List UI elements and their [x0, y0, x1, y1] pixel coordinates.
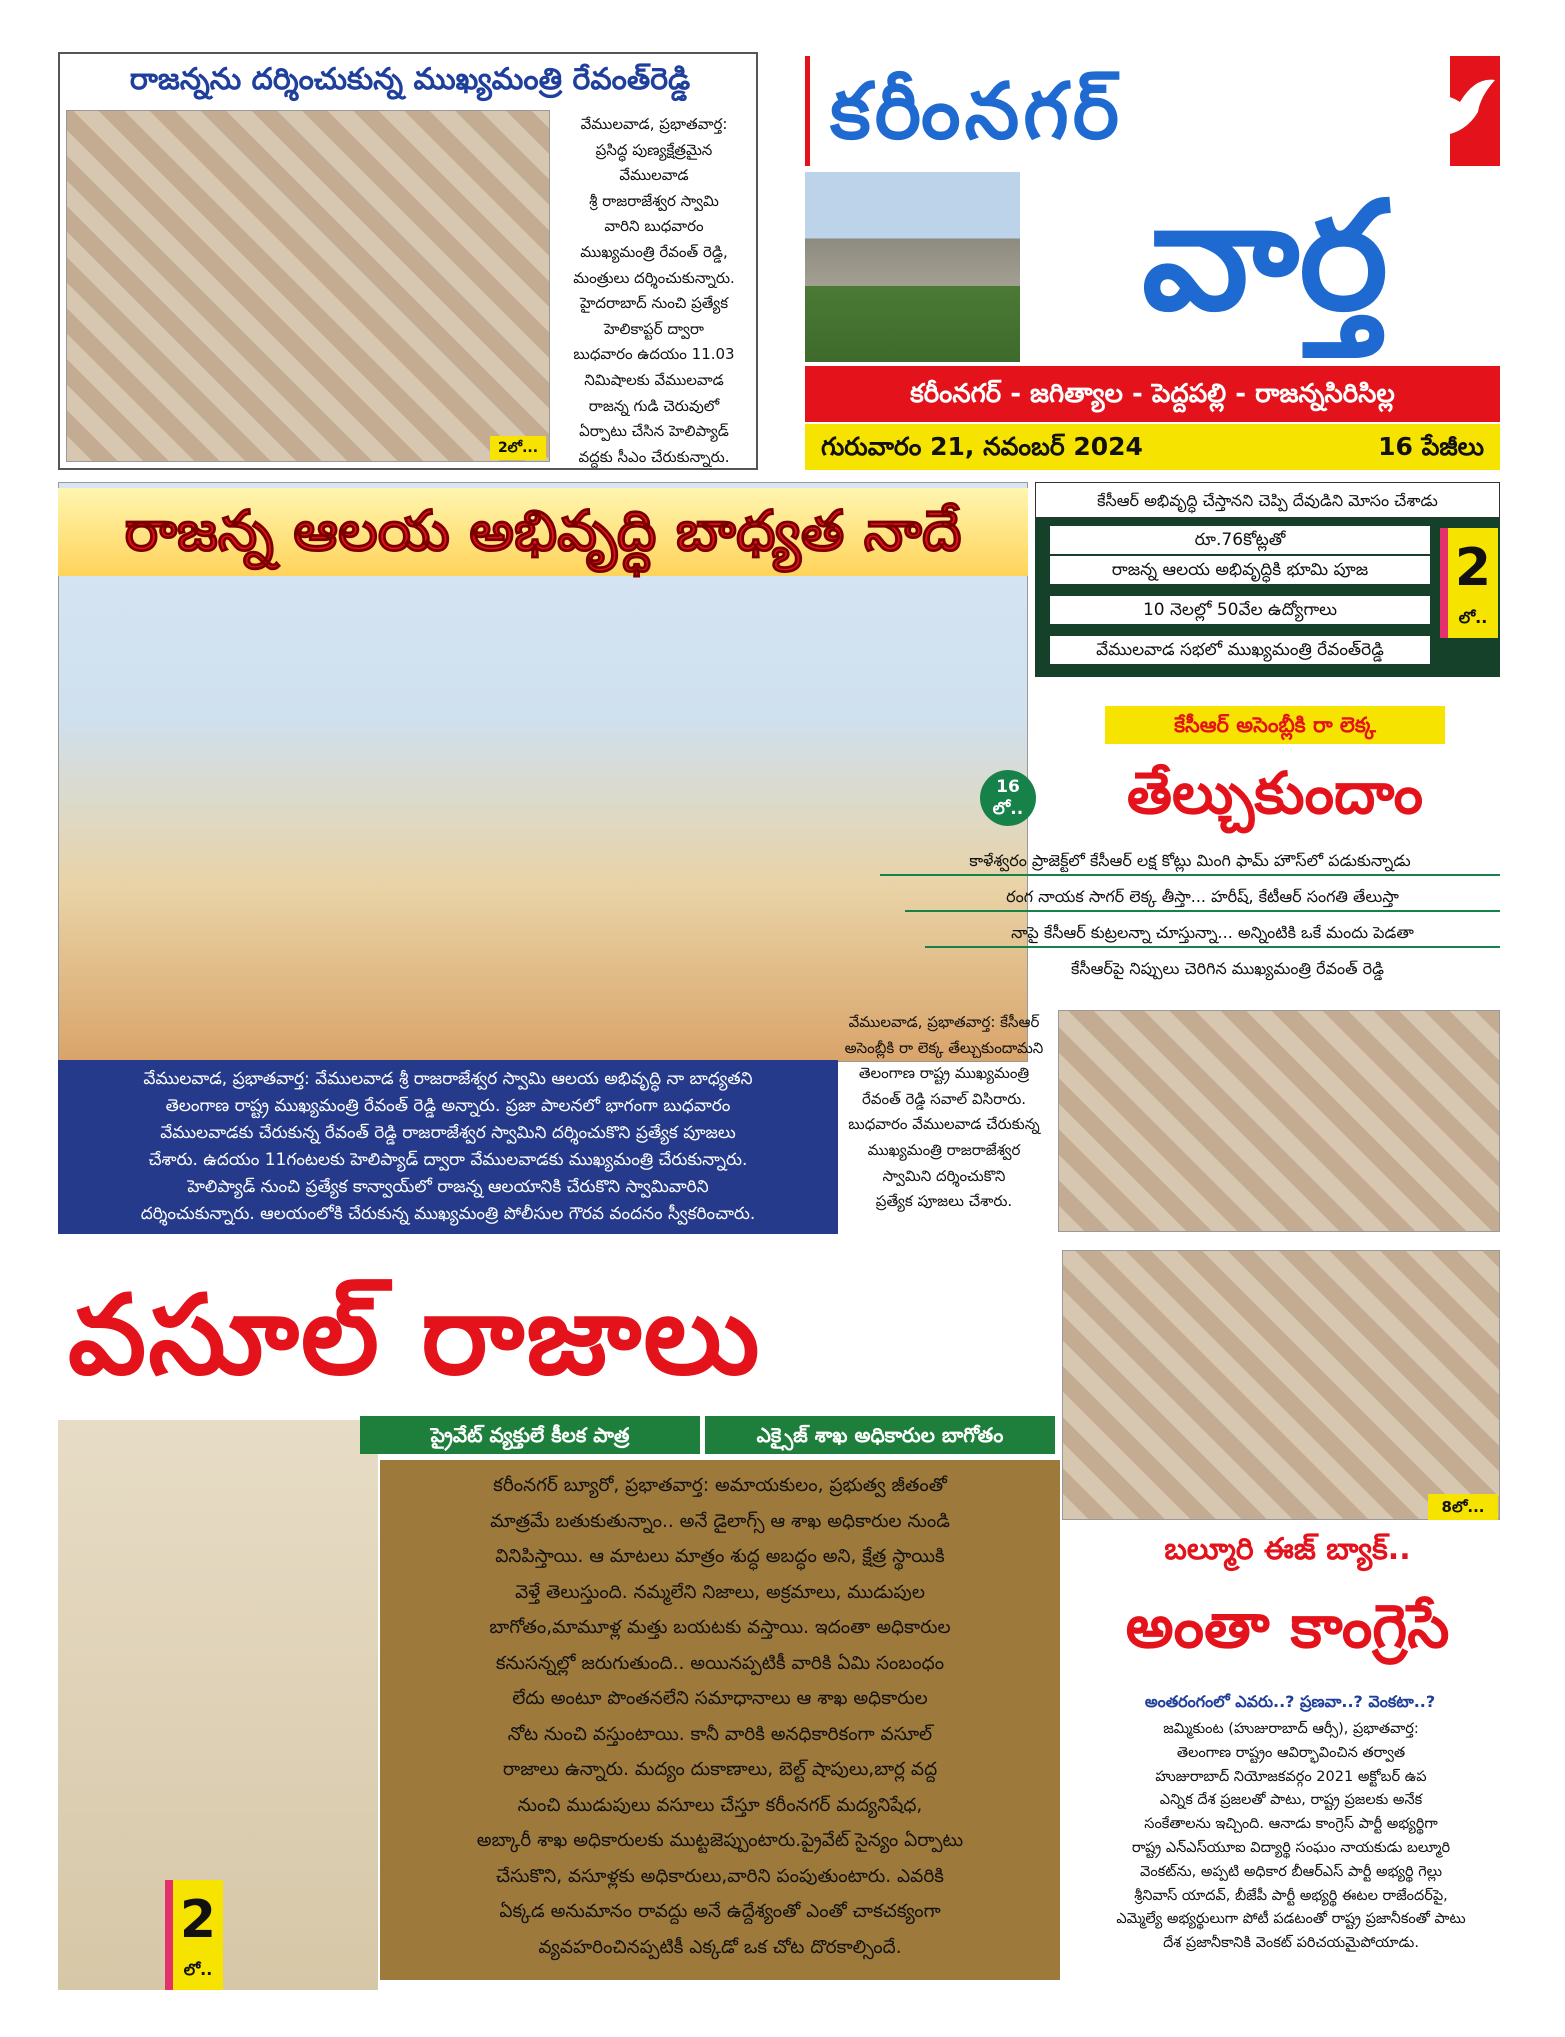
leaders-photo — [1058, 1010, 1500, 1232]
masthead-districts: కరీంనగర్ - జగిత్యాల - పెద్దపల్లి - రాజన్నసిరిసిల్ల — [805, 366, 1500, 422]
text-line: వేములవాడకు చేరుకున్న రేవంత్ రెడ్డి రాజరాజేశ్వర స్వామిని దర్శించుకొని ప్రత్యేక పూజలు — [160, 1123, 736, 1143]
text-line: రాజాలు ఉన్నారు. మద్యం దుకాణాలు, బెల్ట్ షాపులు,బార్ల వద్ద — [502, 1759, 938, 1780]
text-line: రాజన్న గుడి చెరువులో — [588, 396, 720, 415]
text-line: ఏక్కడ అనుమానం రావద్దు అనే ఉద్దేశ్యంతో ఎంతో చాకచక్యంగా — [499, 1901, 941, 1922]
text-line: వేములవాడ, ప్రభాతవార్త: వేములవాడ శ్రీ రాజరాజేశ్వర స్వామి ఆలయ అభివృద్ధి నా బాధ్యతని — [143, 1069, 753, 1089]
text-line: చేశారు. ఉదయం 11గంటలకు హెలిప్యాడ్ ద్వారా వేములవాడకు ముఖ్యమంత్రి చేరుకున్నారు. — [148, 1150, 748, 1170]
text-line: వెంకట్‌ను, అప్పటి అధికార బీఆర్ఎస్ పార్టీ అభ్యర్థి గెల్లు — [1140, 1863, 1442, 1880]
text-line: ఎమ్మెల్యే అభ్యర్థులుగా పోటీ పడటంతో రాష్ట్ర ప్రజానీకంతో పాటు — [1116, 1911, 1466, 1928]
text-line: నోట నుంచి వస్తుంటాయి. కానీ వారికి అనధికారికంగా వసూల్ — [507, 1723, 933, 1745]
text-line: దర్శించుకున్నారు. ఆలయంలోకి చేరుకున్న ముఖ్యమంత్రి పోలీసుల గౌరవ వందనం స్వీకరించారు. — [140, 1204, 756, 1224]
text-line: బుధవారం వేములవాడ చేరుకున్న — [848, 1115, 1040, 1134]
text-line: హెలికాప్టర్ ద్వారా — [604, 319, 704, 338]
text-line: వినిపిస్తాయి. ఆ మాటలు మాత్రం శుద్ధ అబద్ధం అని, క్షేత్ర స్థాయికి — [495, 1546, 945, 1567]
main-story-caption — [58, 1060, 838, 1234]
balmoori-jump-link[interactable]: 8లో... — [1428, 1494, 1498, 1520]
text-line: రాష్ట్ర ఎన్ఎస్‌యూఐ విద్యార్థి సంఘం నాయకుడు బల్మూరి — [1131, 1839, 1451, 1856]
text-line: కరీంనగర్ బ్యూరో, ప్రభాతవార్త: అమాయకులం, ప్రభుత్వ జీతంతో — [493, 1475, 947, 1496]
text-line: తెలంగాణ రాష్ట్ర ముఖ్యమంత్రి రేవంత్ రెడ్డి అన్నారు. ప్రజా పాలనలో భాగంగా బుధవారం — [165, 1096, 731, 1116]
text-line: స్వామిని దర్శించుకొని — [882, 1166, 1006, 1185]
text-line: చేసుకొని, వసూళ్లకు అధికారులు,వారిని పంపుతుంటారు. ఎవరికి — [496, 1865, 944, 1887]
text-line: వారిని బుధవారం — [604, 217, 704, 236]
text-line: రేవంత్ రెడ్డి సవాల్ విసిరారు. — [861, 1089, 1027, 1108]
text-line: ముఖ్యమంత్రి రేవంత్ రెడ్డి, — [580, 242, 728, 261]
kcr-story-text — [836, 1010, 1052, 1215]
vasul-page-badge[interactable] — [165, 1880, 223, 1990]
text-line: వేములవాడ, ప్రభాతవార్త: — [580, 115, 728, 133]
badge-number: 16 — [996, 777, 1020, 797]
balmoori-headline: అంతా కాంగ్రెసే — [1125, 1592, 1450, 1662]
kcr-page-badge[interactable] — [980, 770, 1036, 826]
text-line: వేములవాడ, ప్రభాతవార్త: కేసీఆర్ — [848, 1013, 1040, 1031]
text-line: తెలంగాణ రాష్ట్రం ఆవిర్భావించిన తర్వాత — [1176, 1744, 1406, 1761]
top-story-jump-link[interactable]: 2లో... — [490, 436, 546, 460]
top-story-headline: రాజన్నను దర్శించుకున్న ముఖ్యమంత్రి రేవంత్‌రెడ్డి — [129, 62, 691, 97]
temple-visit-photo — [66, 110, 550, 462]
text-line: కనుసన్నల్లో జరుగుతుంది.. అయినప్పటికీ వారికి ఏమి సంబంధం — [495, 1652, 945, 1674]
text-line: వద్దకు సీఎం చేరుకున్నారు. — [578, 447, 730, 466]
text-line: హెలిప్యాడ్ నుంచి ప్రత్యేక కాన్వాయ్‌లో రాజన్న ఆలయానికి చేరుకొని స్వామివారిని — [187, 1177, 709, 1197]
text-line: అసెంబ్లీకి రా లెక్క తేల్చుకుందామని — [844, 1038, 1044, 1057]
vasul-headline: వసూల్ రాజాలు — [68, 1271, 762, 1399]
masthead-date: గురువారం 21, నవంబర్ 2024 — [805, 424, 1305, 470]
kcr-subheadline: కేసీఆర్ అసెంబ్లీకి రా లెక్క — [1105, 706, 1445, 744]
kcr-bullet: రంగ నాయక సాగర్ లెక్క తీస్తా... హరీష్, కేటీఆర్ సంగతి తేలుస్తా — [905, 884, 1500, 912]
vasul-story-text — [380, 1460, 1060, 1980]
text-line: ఏర్పాటు చేసిన హెలిప్యాడ్ — [579, 422, 729, 441]
text-line: బుధవారం ఉదయం 11.03 — [573, 345, 735, 364]
text-line: శ్రీ రాజరాజేశ్వర స్వామి — [589, 191, 719, 210]
dam-photo — [805, 172, 1020, 362]
text-line: అబ్కారీ శాఖ అధికారులకు ముట్టజెప్పుంటారు.ప్రైవేట్ సైన్యం ఏర్పాటు — [476, 1830, 964, 1851]
side-highlights-top: కేసీఆర్ అభివృద్ధి చేస్తానని చెప్పి దేవుడిని మోసం చేశాడు — [1035, 482, 1500, 518]
main-headline: రాజన్న ఆలయ అభివృద్ధి బాధ్యత నాదే — [58, 488, 1028, 576]
text-line: నిమిషాలకు వేములవాడ — [584, 370, 724, 389]
top-story-text — [554, 112, 754, 470]
vasul-subheadline-b: ఎక్సైజ్ శాఖ అధికారుల బాగోతం — [705, 1416, 1055, 1454]
badge-number: 2 — [179, 1890, 217, 1950]
text-line: తెలంగాణ రాష్ట్ర ముఖ్యమంత్రి — [858, 1064, 1030, 1083]
badge-number: 2 — [1454, 538, 1492, 598]
kcr-bullet: నాపై కేసీఆర్ కుట్రలన్నా చూస్తున్నా... అన్నింటికి ఒకే మందు పెడతా — [925, 920, 1500, 948]
side-highlight-line: వేములవాడ సభలో ముఖ్యమంత్రి రేవంత్‌రెడ్డి — [1050, 636, 1430, 664]
side-highlight-line: 10 నెలల్లో 50వేల ఉద్యోగాలు — [1050, 596, 1430, 624]
kcr-bullet: కాళేశ్వరం ప్రాజెక్ట్‌లో కేసీఆర్ లక్ష కోట్లు మింగి ఫామ్ హౌస్‌లో పడుకున్నాడు — [880, 848, 1500, 876]
text-line: మంత్రులు దర్శించుకున్నారు. — [573, 268, 735, 287]
masthead-page-count: 16 పేజీలు — [1305, 424, 1500, 470]
side-highlight-line: రూ.76కోట్లతో — [1050, 526, 1430, 554]
text-line: వేములవాడ — [619, 166, 689, 185]
text-line: నుంచి ముడుపులు వసూలు చేస్తూ కరీంనగర్ మద్యనిషేధ, — [517, 1794, 923, 1816]
balmoori-tagline: అంతరంగంలో ఎవరు..? ప్రణవా..? వెంకటా..? — [1144, 1692, 1436, 1711]
masthead-big-title: వార్త — [1141, 170, 1389, 344]
text-line: బాగోతం,మామూళ్ల మత్తు బయటకు వస్తాయి. ఇదంతా అధికారుల — [489, 1617, 951, 1638]
badge-sub: లో.. — [1458, 608, 1488, 627]
vasul-subheadline-a: ప్రైవేట్ వ్యక్తులే కీలక పాత్ర — [360, 1416, 700, 1454]
text-line: మాత్రమే బతుకుతున్నాం.. అనే డైలాగ్స్ ఆ శాఖ అధికారుల నుండి — [490, 1510, 950, 1532]
text-line: జమ్మికుంట (హుజురాబాద్ ఆర్సీ), ప్రభాతవార్త: — [1163, 1721, 1419, 1737]
text-line: లేదు అంటూ పొంతనలేని సమాధానాలు ఆ శాఖ అధికారుల — [512, 1688, 928, 1709]
badge-sub: లో.. — [183, 1960, 213, 1979]
text-line: దేశ ప్రజానీకానికి వెంకట్ పరిచయమైపోయాడు. — [1163, 1935, 1419, 1952]
badge-sub: లో.. — [992, 799, 1024, 819]
text-line: శ్రీనివాస్ యాదవ్, బీజేపీ పార్టీ అభ్యర్థి ఈటల రాజేందర్‌పై, — [1134, 1887, 1448, 1904]
text-line: వెళ్తే తెలుస్తుంది. నమ్మలేని నిజాలు, అక్రమాలు, ముడుపుల — [515, 1581, 925, 1603]
balmoori-story-text — [1082, 1718, 1500, 1956]
balmoori-subheadline: బల్మూరి ఈజ్ బ్యాక్.. — [1164, 1532, 1411, 1567]
masthead-title: కరీంనగర్ — [810, 56, 1450, 168]
side-box-page-badge[interactable] — [1440, 528, 1498, 638]
text-line: ప్రసిద్ధ పుణ్యక్షేత్రమైన — [595, 140, 713, 159]
text-line: ప్రత్యేక పూజలు చేశారు. — [875, 1192, 1013, 1211]
text-line: ముఖ్యమంత్రి రాజరాజేశ్వర — [867, 1140, 1021, 1159]
kcr-headline: తేల్చుకుందాం — [1126, 759, 1424, 827]
top-story-box — [58, 52, 758, 470]
text-line: హుజురాబాద్ నియోజకవర్గం 2021 అక్టోబర్ ఉప — [1155, 1768, 1427, 1785]
text-line: హైదరాబాద్ నుంచి ప్రత్యేక — [579, 294, 729, 313]
balmoori-crowd-photo — [1062, 1250, 1500, 1520]
dove-logo-icon — [1390, 72, 1500, 152]
text-line: వ్యవహరించినప్పటికీ ఎక్కడో ఒక చోట దొరకాల్సిందే. — [538, 1936, 902, 1958]
text-line: సంకేతాలను ఇచ్చింది. ఆనాడు కాంగ్రెస్ పార్టీ అభ్యర్థిగా — [1144, 1816, 1438, 1833]
kcr-bullet: కేసీఆర్‌పై నిప్పులు చెరిగిన ముఖ్యమంత్రి రేవంత్ రెడ్డి — [1071, 959, 1384, 978]
side-highlight-line: రాజన్న ఆలయ అభివృద్ధికి భూమి పూజ — [1050, 556, 1430, 584]
text-line: ఎన్నిక దేశ ప్రజలతో పాటు, రాష్ట్ర ప్రజలకు అనేక — [1159, 1792, 1423, 1809]
